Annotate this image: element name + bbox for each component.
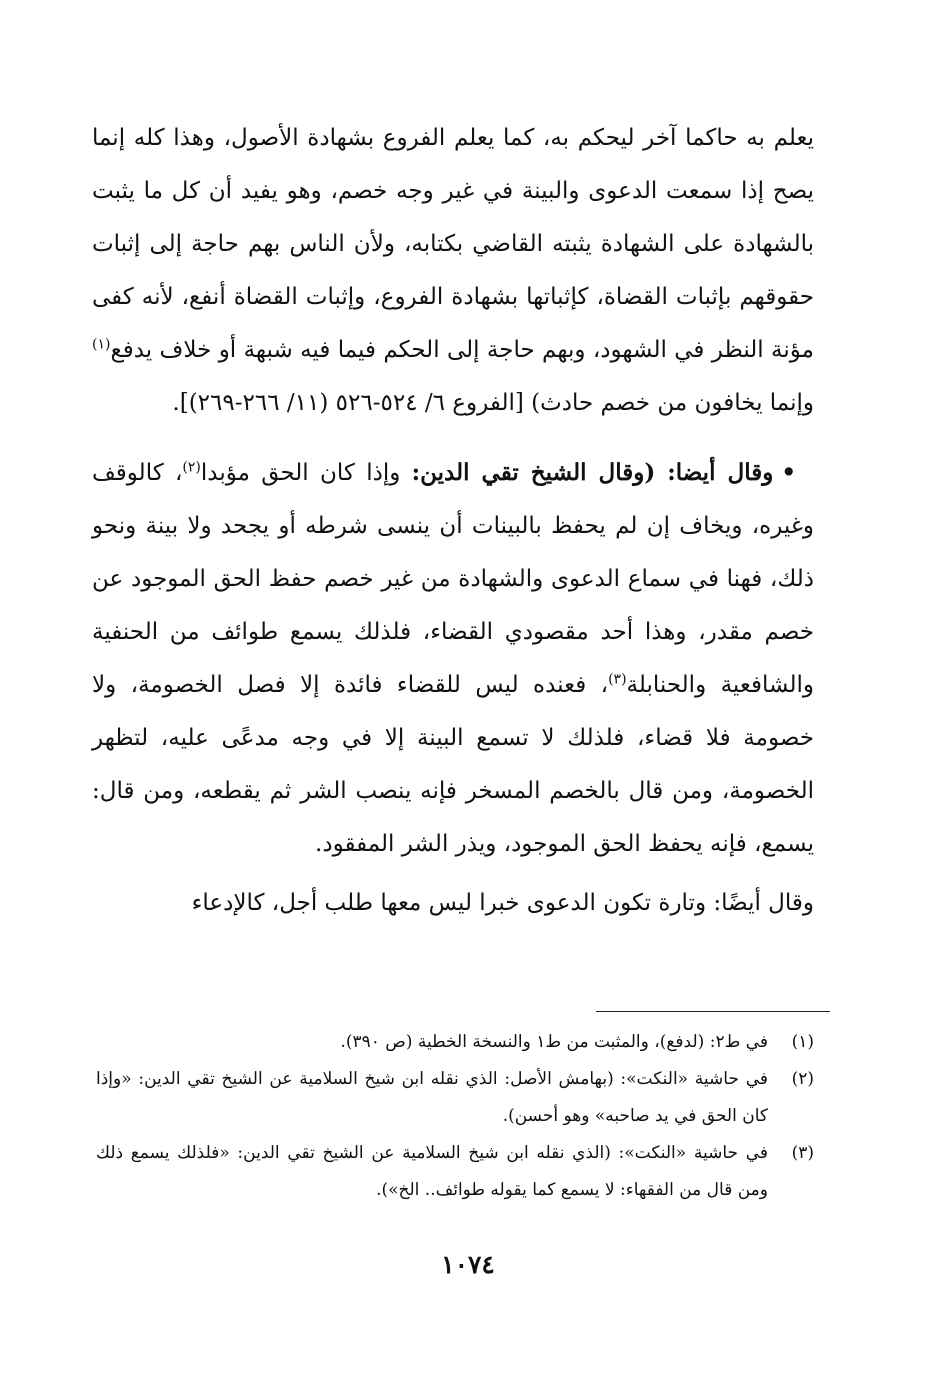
paragraph-2-text-b: ، كالوقف وغيره، ويخاف إن لم يحفظ بالبينات أن ينسى شرطه أو يجحد ولا بينة ونحو ذلك، فهنا في سماع الدعوى والشهادة من غير خصم حفظ الحق الموجود عن خصم مقدر، وهذا أحد مقصودي القضاء، فلذلك يسمع طوائف من الحنفية والشافعية والحنابلة	[92, 460, 814, 698]
footnote-divider	[596, 1011, 830, 1012]
footnote-2-text: في حاشية «النكت»: (بهامش الأصل: الذي نقله ابن شيخ السلامية عن الشيخ تقي الدين: «وإذا كان الحق في يد صاحبه» وهو أحسن).	[96, 1069, 768, 1126]
footnote-1-text: في ط٢: (لدفع)، والمثبت من ط١ والنسخة الخطية (ص ٣٩٠).	[340, 1032, 768, 1052]
footnote-2-number: (٢)	[791, 1069, 814, 1089]
footnote-ref-1: (١)	[92, 336, 111, 353]
bullet-icon: •	[781, 459, 797, 486]
paragraph-1	[92, 112, 814, 430]
footnote-2	[96, 1061, 814, 1135]
paragraph-2-lead: وقال أيضا: (وقال الشيخ تقي الدين:	[411, 459, 774, 486]
paragraph-1-end: وإنما يخافون من خصم حادث) [الفروع ٦/ ٥٢٤-٥٢٦ (١١/ ٢٦٦-٢٦٩)].	[172, 390, 814, 416]
footnote-3-text: في حاشية «النكت»: (الذي نقله ابن شيخ السلامية عن الشيخ تقي الدين: «فلذلك يسمع ذلك ومن قال من الفقهاء: لا يسمع كما يقوله طوائف.. الخ»).	[96, 1143, 768, 1200]
paragraph-2-text-c: ، فعنده ليس للقضاء فائدة إلا فصل الخصومة، ولا خصومة فلا قضاء، فلذلك لا تسمع البينة إلا في وجه مدعًى عليه، لتظهر الخصومة، ومن قال بالخصم المسخر فإنه ينصب الشر ثم يقطعه، ومن قال: يسمع، فإنه يحفظ الحق الموجود، ويذر الشر المفقود.	[92, 672, 814, 857]
paragraph-3	[92, 877, 814, 930]
footnote-ref-3: (٣)	[608, 671, 627, 688]
footnote-3	[96, 1135, 814, 1209]
paragraph-2-text-a: وإذا كان الحق مؤبدا	[200, 460, 412, 486]
footnote-3-number: (٣)	[791, 1143, 814, 1163]
footnote-1-number: (١)	[791, 1032, 814, 1052]
main-text	[92, 112, 814, 930]
footnote-ref-2: (٢)	[182, 459, 201, 476]
paragraph-3-text: وقال أيضًا: وتارة تكون الدعوى خبرا ليس معها طلب أجل، كالإدعاء	[191, 890, 814, 916]
paragraph-2	[92, 446, 814, 871]
page-number: ١٠٧٤	[441, 1250, 495, 1279]
footnotes	[96, 1024, 814, 1209]
footnote-1	[96, 1024, 814, 1061]
paragraph-1-text: يعلم به حاكما آخر ليحكم به، كما يعلم الفروع بشهادة الأصول، وهذا كله إنما يصح إذا سمعت الدعوى والبينة في غير وجه خصم، وهو يفيد أن كل ما يثبت بالشهادة على الشهادة يثبته القاضي بكتابه، ولأن الناس بهم حاجة إلى إثبات حقوقهم بإثبات القضاة، كإثباتها بشهادة الفروع، وإثبات القضاة أنفع، لأنه كفى مؤنة النظر في الشهود، وبهم حاجة إلى الحكم فيما فيه شبهة أو خلاف يدفع	[92, 125, 814, 363]
